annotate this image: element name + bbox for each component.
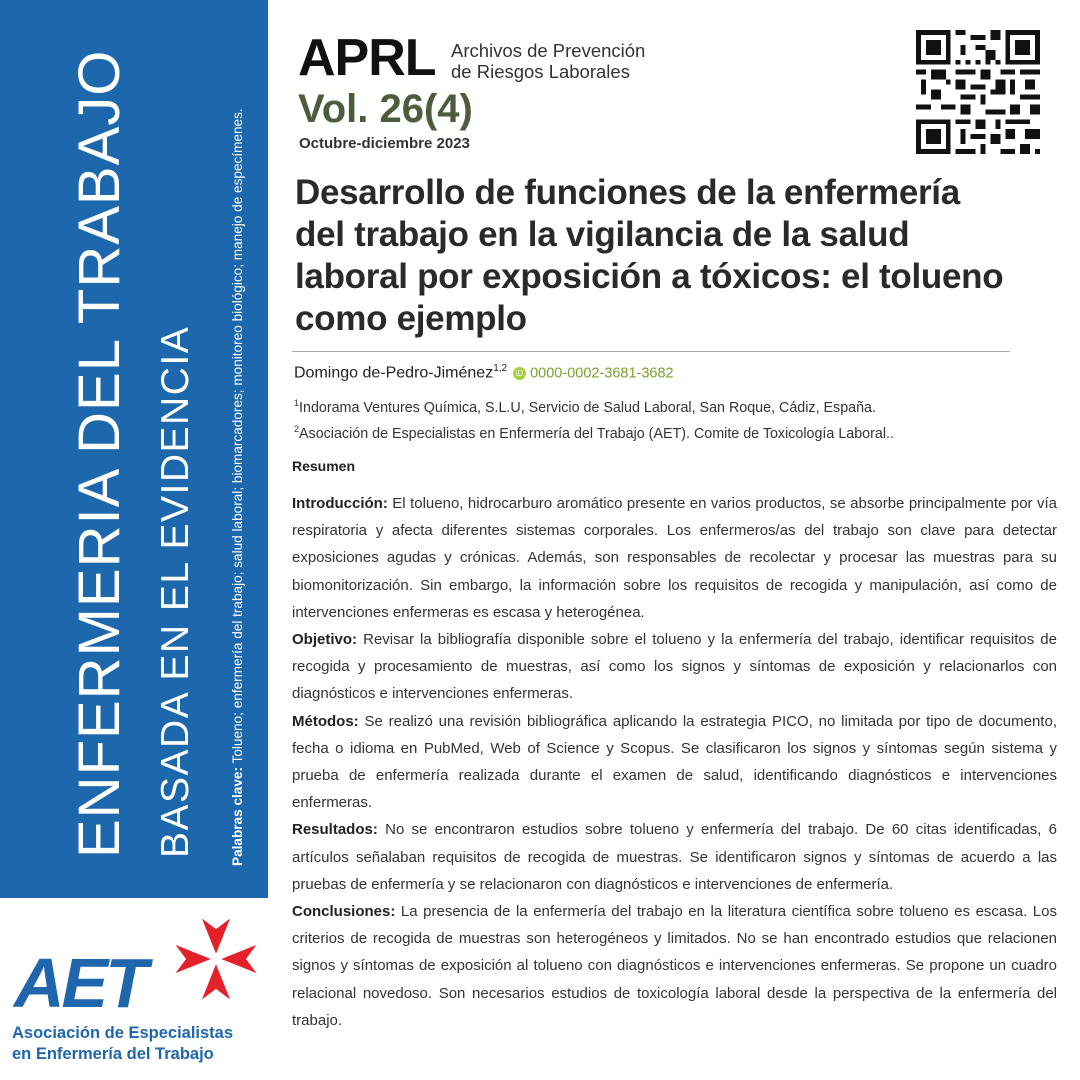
author-affiliation-marks: 1,2 xyxy=(493,363,508,374)
journal-name xyxy=(451,40,645,82)
keywords-text: Tolueno; enfermería del trabajo; salud laboral; biomarcadores; monitoreo biológico; manejo de especímenes. xyxy=(230,108,245,764)
author-line xyxy=(294,363,674,382)
orcid-link[interactable]: 0000-0002-3681-3682 xyxy=(530,365,674,382)
sidebar-banner xyxy=(0,0,268,898)
introduction-label: Introducción: xyxy=(292,495,388,512)
aet-logo-line1: Asociación de Especialistas xyxy=(12,1024,234,1042)
aet-logo-text: AET xyxy=(14,944,145,1022)
keywords xyxy=(230,108,245,866)
sidebar-subtitle: BASADA EN EL EVIDENCIA xyxy=(154,325,197,858)
affiliation-2-text: Asociación de Especialistas en Enfermería del Trabajo (AET). Comite de Toxicología Laboral.. xyxy=(299,425,894,442)
maltese-cross-icon xyxy=(172,915,260,1003)
title-divider xyxy=(292,351,1010,352)
affiliation-1 xyxy=(294,398,876,416)
issue-date: Octubre-diciembre 2023 xyxy=(299,135,470,152)
affiliation-2 xyxy=(294,424,894,442)
volume: Vol. 26(4) xyxy=(298,87,473,131)
article-title: Desarrollo de funciones de la enfermería del trabajo en la vigilancia de la salud laboral por exposición a tóxicos: el tolueno como ejemplo xyxy=(295,173,1004,338)
introduction-text: El tolueno, hidrocarburo aromático presente en varios productos, se absorbe principalmente por vía respiratoria y afecta diferentes sistemas corporales. Los enfermeros/as del trabajo son clave para detectar exposiciones agudas y crónicas. Además, son responsables de recolectar y procesar las muestras para su biomonitorización. Sin embargo, la información sobre los requisitos de recogida y manipulación, así como de intervenciones enfermeras es escasa y heterogénea. xyxy=(292,495,1058,621)
abstract-heading: Resumen xyxy=(292,458,356,474)
objective-label: Objetivo: xyxy=(292,631,358,649)
orcid-icon: iD xyxy=(513,367,526,380)
objective-text: Revisar la bibliografía disponible sobre el tolueno y la enfermería del trabajo, identificar requisitos de recogida y procesamiento de muestras, así como los signos y síntomas de exposición y relacionarlos con diagnósticos e intervenciones enfermeras. xyxy=(292,631,1057,703)
affiliation-2-mark: 2 xyxy=(294,424,300,434)
methods-text: Se realizó una revisión bibliográfica aplicando la estrategia PICO, no limitada por tipo de documento, fecha o idioma en PubMed, Web of Science y Scopus. Se clasificaron los signos y síntomas según sistema y prueba de enfermería realizada durante el examen de salud, identificando diagnósticos e intervenciones enfermeras. xyxy=(292,712,1057,812)
journal-abbr: APRL xyxy=(298,29,436,87)
aet-logo-line2: en Enfermería del Trabajo xyxy=(12,1045,214,1063)
abstract-body xyxy=(292,490,1057,1034)
journal-name-line1: Archivos de Prevención xyxy=(451,40,646,61)
results-label: Resultados: xyxy=(292,821,378,839)
conclusions-text: La presencia de la enfermería del trabajo en la literatura científica sobre tolueno es escasa. Los criterios de recogida de muestras son heterogéneos y limitados. No se han encontrado estudios que relacionen signos y síntomas de exposición al tolueno con diagnósticos e intervenciones enfermeras. Se propone un cuadro relacional novedoso. Son necesarios estudios de toxicología laboral desde la perspectiva de la enfermería del trabajo. xyxy=(292,903,1057,1029)
qr-code-icon[interactable] xyxy=(916,30,1040,154)
conclusions-label: Conclusiones: xyxy=(292,903,396,921)
abstract-results xyxy=(292,816,1057,898)
results-text: No se encontraron estudios sobre tolueno y enfermería del trabajo. De 60 citas identificadas, 6 artículos señalaban requisitos de recogida de muestras. Se identificaron signos y síntomas de acuerdo a las pruebas de enfermería y se relacionaron con diagnósticos e intervenciones de enfermería. xyxy=(292,821,1058,893)
abstract-objective xyxy=(292,626,1057,708)
abstract-methods xyxy=(292,708,1057,817)
abstract-conclusions xyxy=(292,898,1057,1034)
affiliation-1-text: Indorama Ventures Química, S.L.U, Servicio de Salud Laboral, San Roque, Cádiz, España. xyxy=(299,399,876,416)
keywords-label: Palabras clave: xyxy=(230,767,245,866)
author-name: Domingo de-Pedro-Jiménez xyxy=(294,364,494,382)
sidebar-title: ENFERMERIA DEL TRABAJO xyxy=(67,49,132,858)
journal-name-line2: de Riesgos Laborales xyxy=(451,61,630,82)
affiliation-1-mark: 1 xyxy=(294,398,300,408)
abstract-introduction xyxy=(292,490,1057,626)
methods-label: Métodos: xyxy=(292,712,359,730)
